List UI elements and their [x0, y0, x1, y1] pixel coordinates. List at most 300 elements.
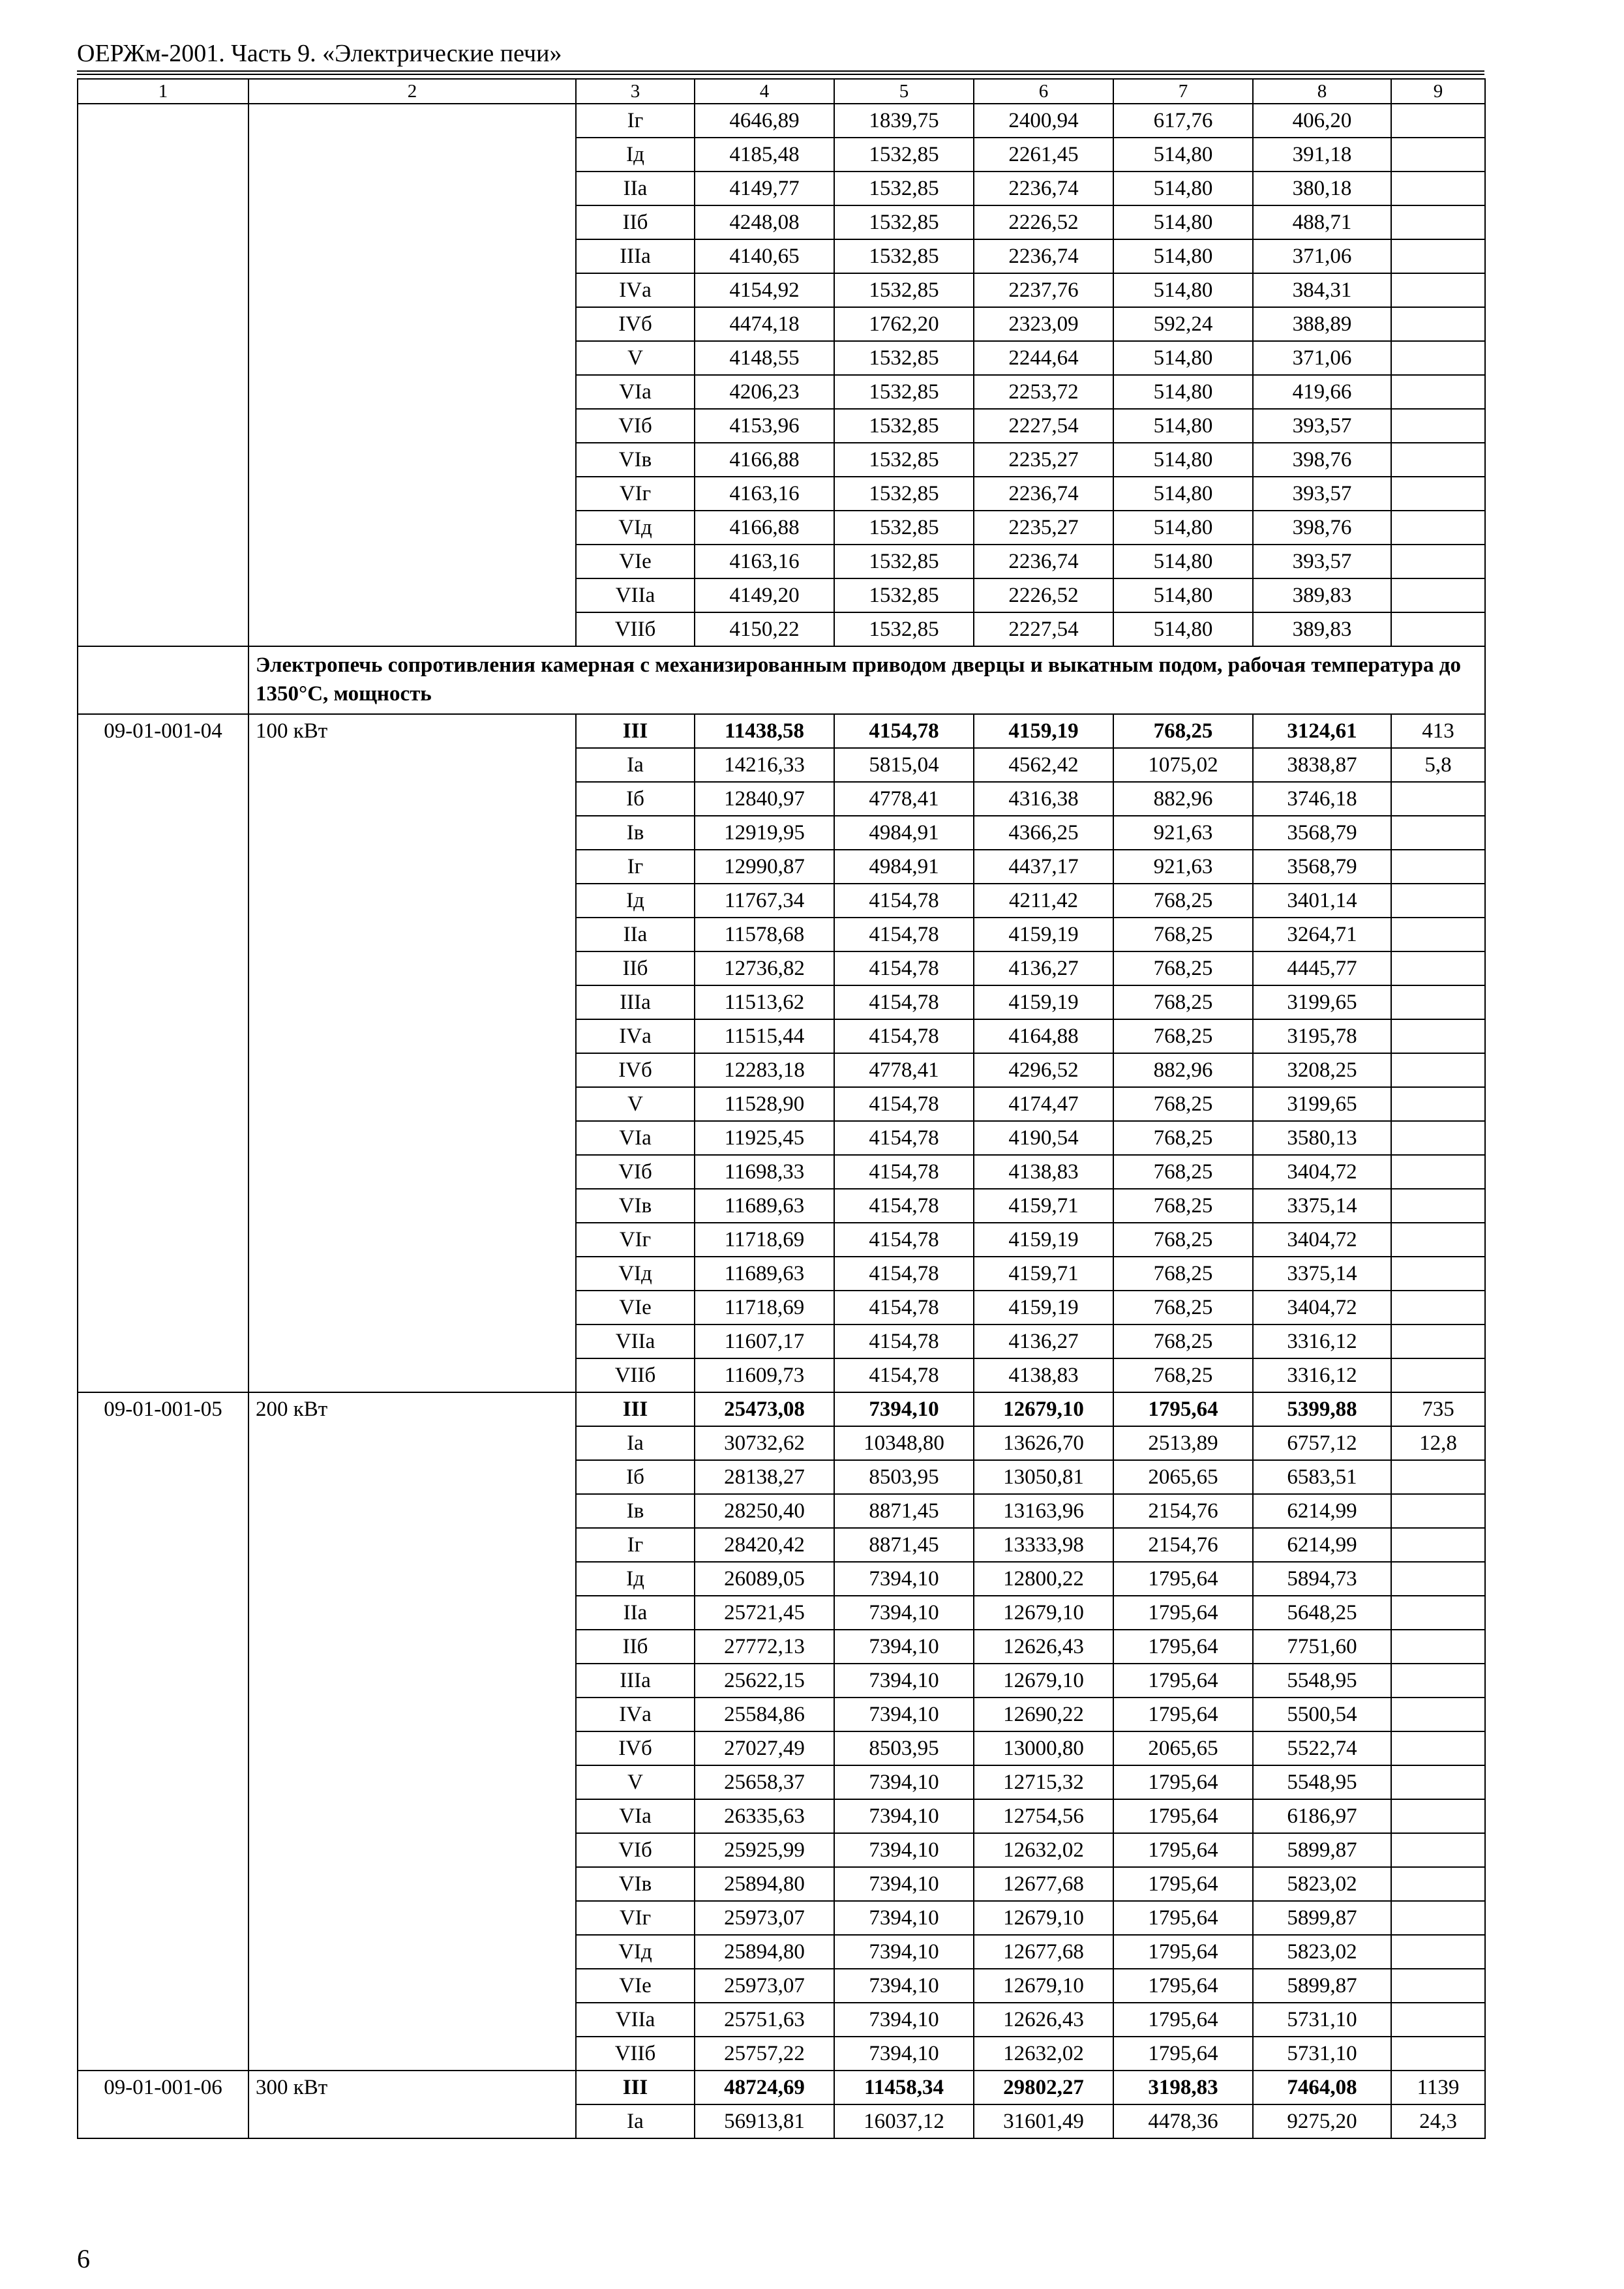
- value-cell: 3838,87: [1253, 748, 1391, 782]
- value-cell: 921,63: [1113, 816, 1253, 850]
- value-cell: 3746,18: [1253, 782, 1391, 816]
- value-cell: 30732,62: [695, 1426, 834, 1460]
- value-cell: 2236,74: [974, 239, 1113, 273]
- value-cell: 1532,85: [834, 409, 974, 443]
- extra-cell: [1391, 2003, 1485, 2037]
- column-number: 1: [78, 79, 248, 104]
- value-cell: 4154,78: [834, 1189, 974, 1223]
- value-cell: 514,80: [1113, 477, 1253, 511]
- zone-cell: VIе: [576, 545, 695, 578]
- value-cell: 25622,15: [695, 1664, 834, 1698]
- value-cell: 4164,88: [974, 1019, 1113, 1053]
- value-cell: 25925,99: [695, 1833, 834, 1867]
- header-rule: [77, 70, 1484, 72]
- extra-cell: [1391, 612, 1485, 646]
- value-cell: 5899,87: [1253, 1901, 1391, 1935]
- value-cell: 6583,51: [1253, 1460, 1391, 1494]
- value-cell: 4474,18: [695, 307, 834, 341]
- value-cell: 2253,72: [974, 375, 1113, 409]
- extra-cell: [1391, 545, 1485, 578]
- row-name: 100 кВт: [248, 714, 576, 1392]
- zone-cell: V: [576, 1087, 695, 1121]
- zone-cell: III: [576, 714, 695, 748]
- table-body: [78, 79, 1485, 2138]
- value-cell: 768,25: [1113, 1324, 1253, 1358]
- page-number: 6: [77, 2244, 90, 2273]
- value-cell: 4153,96: [695, 409, 834, 443]
- value-cell: 12679,10: [974, 1969, 1113, 2003]
- value-cell: 12679,10: [974, 1596, 1113, 1630]
- value-cell: 4138,83: [974, 1155, 1113, 1189]
- value-cell: 514,80: [1113, 375, 1253, 409]
- extra-cell: [1391, 104, 1485, 138]
- zone-cell: Iб: [576, 1460, 695, 1494]
- value-cell: 2261,45: [974, 138, 1113, 172]
- extra-cell: [1391, 918, 1485, 951]
- column-number: 5: [834, 79, 974, 104]
- value-cell: 9275,20: [1253, 2104, 1391, 2138]
- value-cell: 4140,65: [695, 239, 834, 273]
- extra-cell: [1391, 239, 1485, 273]
- value-cell: 4166,88: [695, 511, 834, 545]
- extra-cell: 1139: [1391, 2071, 1485, 2104]
- extra-cell: [1391, 1121, 1485, 1155]
- value-cell: 12736,82: [695, 951, 834, 985]
- value-cell: 4248,08: [695, 205, 834, 239]
- value-cell: 1532,85: [834, 172, 974, 205]
- value-cell: 7394,10: [834, 1765, 974, 1799]
- value-cell: 768,25: [1113, 1121, 1253, 1155]
- value-cell: 7394,10: [834, 1562, 974, 1596]
- value-cell: 4159,71: [974, 1257, 1113, 1291]
- extra-cell: [1391, 443, 1485, 477]
- extra-cell: [1391, 1019, 1485, 1053]
- value-cell: 1795,64: [1113, 1765, 1253, 1799]
- extra-cell: [1391, 1087, 1485, 1121]
- value-cell: 768,25: [1113, 1257, 1253, 1291]
- value-cell: 4206,23: [695, 375, 834, 409]
- value-cell: 1795,64: [1113, 1901, 1253, 1935]
- value-cell: 56913,81: [695, 2104, 834, 2138]
- value-cell: 3568,79: [1253, 816, 1391, 850]
- zone-cell: IVа: [576, 1698, 695, 1731]
- value-cell: 11609,73: [695, 1358, 834, 1392]
- value-cell: 12283,18: [695, 1053, 834, 1087]
- value-cell: 3195,78: [1253, 1019, 1391, 1053]
- value-cell: 4154,78: [834, 1019, 974, 1053]
- value-cell: 4149,77: [695, 172, 834, 205]
- value-cell: 7394,10: [834, 1630, 974, 1664]
- value-cell: 514,80: [1113, 443, 1253, 477]
- value-cell: 514,80: [1113, 273, 1253, 307]
- zone-cell: Iг: [576, 104, 695, 138]
- value-cell: 12679,10: [974, 1664, 1113, 1698]
- extra-cell: 24,3: [1391, 2104, 1485, 2138]
- value-cell: 2323,09: [974, 307, 1113, 341]
- value-cell: 2226,52: [974, 205, 1113, 239]
- value-cell: 768,25: [1113, 918, 1253, 951]
- column-number: 6: [974, 79, 1113, 104]
- extra-cell: [1391, 1460, 1485, 1494]
- value-cell: 29802,27: [974, 2071, 1113, 2104]
- value-cell: 514,80: [1113, 205, 1253, 239]
- section-row: [78, 646, 1485, 714]
- value-cell: 4159,71: [974, 1189, 1113, 1223]
- value-cell: 4159,19: [974, 714, 1113, 748]
- value-cell: 514,80: [1113, 545, 1253, 578]
- value-cell: 1532,85: [834, 578, 974, 612]
- value-cell: 12919,95: [695, 816, 834, 850]
- value-cell: 1795,64: [1113, 1833, 1253, 1867]
- value-cell: 11767,34: [695, 884, 834, 918]
- value-cell: 25894,80: [695, 1867, 834, 1901]
- value-cell: 4138,83: [974, 1358, 1113, 1392]
- value-cell: 4154,78: [834, 884, 974, 918]
- zone-cell: VIе: [576, 1291, 695, 1324]
- value-cell: 3375,14: [1253, 1257, 1391, 1291]
- zone-cell: V: [576, 1765, 695, 1799]
- value-cell: 398,76: [1253, 443, 1391, 477]
- value-cell: 7394,10: [834, 2003, 974, 2037]
- value-cell: 2236,74: [974, 477, 1113, 511]
- value-cell: 13333,98: [974, 1528, 1113, 1562]
- value-cell: 4166,88: [695, 443, 834, 477]
- value-cell: 5899,87: [1253, 1833, 1391, 1867]
- value-cell: 25584,86: [695, 1698, 834, 1731]
- value-cell: 4136,27: [974, 951, 1113, 985]
- value-cell: 7394,10: [834, 2037, 974, 2071]
- table-row: [78, 1392, 1485, 1426]
- value-cell: 2154,76: [1113, 1528, 1253, 1562]
- value-cell: 11438,58: [695, 714, 834, 748]
- value-cell: 5648,25: [1253, 1596, 1391, 1630]
- table-row: [78, 2071, 1485, 2104]
- value-cell: 5823,02: [1253, 1867, 1391, 1901]
- value-cell: 514,80: [1113, 239, 1253, 273]
- value-cell: 384,31: [1253, 273, 1391, 307]
- value-cell: 5815,04: [834, 748, 974, 782]
- extra-cell: [1391, 1799, 1485, 1833]
- extra-cell: [1391, 1867, 1485, 1901]
- value-cell: 25757,22: [695, 2037, 834, 2071]
- value-cell: 13626,70: [974, 1426, 1113, 1460]
- row-code: [78, 104, 248, 646]
- zone-cell: VIг: [576, 1223, 695, 1257]
- value-cell: 12690,22: [974, 1698, 1113, 1731]
- value-cell: 11718,69: [695, 1223, 834, 1257]
- value-cell: 371,06: [1253, 341, 1391, 375]
- extra-cell: 735: [1391, 1392, 1485, 1426]
- value-cell: 419,66: [1253, 375, 1391, 409]
- value-cell: 13050,81: [974, 1460, 1113, 1494]
- value-cell: 14216,33: [695, 748, 834, 782]
- extra-cell: [1391, 1935, 1485, 1969]
- value-cell: 4154,78: [834, 1121, 974, 1155]
- value-cell: 1532,85: [834, 138, 974, 172]
- value-cell: 380,18: [1253, 172, 1391, 205]
- extra-cell: [1391, 1969, 1485, 2003]
- value-cell: 8871,45: [834, 1528, 974, 1562]
- value-cell: 4136,27: [974, 1324, 1113, 1358]
- value-cell: 514,80: [1113, 409, 1253, 443]
- row-name: 200 кВт: [248, 1392, 576, 2071]
- value-cell: 12677,68: [974, 1867, 1113, 1901]
- extra-cell: [1391, 1664, 1485, 1698]
- extra-cell: [1391, 1155, 1485, 1189]
- table-row: [78, 104, 1485, 138]
- value-cell: 1839,75: [834, 104, 974, 138]
- value-cell: 4154,78: [834, 1257, 974, 1291]
- extra-cell: [1391, 1189, 1485, 1223]
- value-cell: 1795,64: [1113, 2003, 1253, 2037]
- value-cell: 3264,71: [1253, 918, 1391, 951]
- value-cell: 391,18: [1253, 138, 1391, 172]
- value-cell: 12715,32: [974, 1765, 1113, 1799]
- value-cell: 7394,10: [834, 1833, 974, 1867]
- value-cell: 2154,76: [1113, 1494, 1253, 1528]
- value-cell: 406,20: [1253, 104, 1391, 138]
- value-cell: 1795,64: [1113, 1630, 1253, 1664]
- value-cell: 4437,17: [974, 850, 1113, 884]
- value-cell: 4174,47: [974, 1087, 1113, 1121]
- extra-cell: [1391, 1765, 1485, 1799]
- value-cell: 25721,45: [695, 1596, 834, 1630]
- value-cell: 768,25: [1113, 1155, 1253, 1189]
- value-cell: 4159,19: [974, 985, 1113, 1019]
- zone-cell: Iг: [576, 850, 695, 884]
- zone-cell: IIIа: [576, 1664, 695, 1698]
- extra-cell: 12,8: [1391, 1426, 1485, 1460]
- value-cell: 4778,41: [834, 782, 974, 816]
- value-cell: 11698,33: [695, 1155, 834, 1189]
- value-cell: 1075,02: [1113, 748, 1253, 782]
- value-cell: 11689,63: [695, 1189, 834, 1223]
- zone-cell: VIг: [576, 477, 695, 511]
- value-cell: 1795,64: [1113, 1799, 1253, 1833]
- value-cell: 1532,85: [834, 511, 974, 545]
- row-code: 09-01-001-06: [78, 2071, 248, 2138]
- zone-cell: VIа: [576, 1121, 695, 1155]
- zone-cell: IIIа: [576, 985, 695, 1019]
- value-cell: 6214,99: [1253, 1494, 1391, 1528]
- value-cell: 5731,10: [1253, 2037, 1391, 2071]
- value-cell: 2513,89: [1113, 1426, 1253, 1460]
- header-rule: [77, 74, 1484, 75]
- extra-cell: [1391, 375, 1485, 409]
- value-cell: 882,96: [1113, 1053, 1253, 1087]
- value-cell: 617,76: [1113, 104, 1253, 138]
- value-cell: 28420,42: [695, 1528, 834, 1562]
- value-cell: 11718,69: [695, 1291, 834, 1324]
- value-cell: 4366,25: [974, 816, 1113, 850]
- value-cell: 5731,10: [1253, 2003, 1391, 2037]
- value-cell: 4190,54: [974, 1121, 1113, 1155]
- value-cell: 371,06: [1253, 239, 1391, 273]
- zone-cell: VIв: [576, 1189, 695, 1223]
- value-cell: 12632,02: [974, 1833, 1113, 1867]
- value-cell: 4316,38: [974, 782, 1113, 816]
- zone-cell: V: [576, 341, 695, 375]
- value-cell: 12679,10: [974, 1901, 1113, 1935]
- zone-cell: Iв: [576, 816, 695, 850]
- value-cell: 11925,45: [695, 1121, 834, 1155]
- value-cell: 2237,76: [974, 273, 1113, 307]
- value-cell: 4154,78: [834, 951, 974, 985]
- zone-cell: Iв: [576, 1494, 695, 1528]
- value-cell: 768,25: [1113, 1358, 1253, 1392]
- value-cell: 48724,69: [695, 2071, 834, 2104]
- value-cell: 1532,85: [834, 205, 974, 239]
- value-cell: 2226,52: [974, 578, 1113, 612]
- zone-cell: Iг: [576, 1528, 695, 1562]
- extra-cell: [1391, 985, 1485, 1019]
- value-cell: 5548,95: [1253, 1765, 1391, 1799]
- value-cell: 3568,79: [1253, 850, 1391, 884]
- value-cell: 11458,34: [834, 2071, 974, 2104]
- value-cell: 488,71: [1253, 205, 1391, 239]
- zone-cell: Iд: [576, 138, 695, 172]
- extra-cell: [1391, 1324, 1485, 1358]
- value-cell: 28250,40: [695, 1494, 834, 1528]
- value-cell: 3375,14: [1253, 1189, 1391, 1223]
- zone-cell: III: [576, 1392, 695, 1426]
- zone-cell: VIе: [576, 1969, 695, 2003]
- value-cell: 4154,78: [834, 985, 974, 1019]
- value-cell: 5894,73: [1253, 1562, 1391, 1596]
- value-cell: 5899,87: [1253, 1969, 1391, 2003]
- value-cell: 28138,27: [695, 1460, 834, 1494]
- page-header-title: ОЕРЖм-2001. Часть 9. «Электрические печи»: [77, 40, 562, 67]
- zone-cell: IVб: [576, 307, 695, 341]
- value-cell: 5500,54: [1253, 1698, 1391, 1731]
- value-cell: 514,80: [1113, 578, 1253, 612]
- extra-cell: [1391, 1494, 1485, 1528]
- value-cell: 2065,65: [1113, 1460, 1253, 1494]
- value-cell: 3404,72: [1253, 1291, 1391, 1324]
- extra-cell: [1391, 1630, 1485, 1664]
- extra-cell: [1391, 1562, 1485, 1596]
- column-number: 3: [576, 79, 695, 104]
- value-cell: 4154,78: [834, 918, 974, 951]
- zone-cell: IVб: [576, 1053, 695, 1087]
- value-cell: 3580,13: [1253, 1121, 1391, 1155]
- value-cell: 1795,64: [1113, 1867, 1253, 1901]
- value-cell: 1795,64: [1113, 1969, 1253, 2003]
- value-cell: 3199,65: [1253, 1087, 1391, 1121]
- value-cell: 4163,16: [695, 545, 834, 578]
- value-cell: 1795,64: [1113, 1596, 1253, 1630]
- value-cell: 1795,64: [1113, 1562, 1253, 1596]
- value-cell: 768,25: [1113, 985, 1253, 1019]
- value-cell: 25658,37: [695, 1765, 834, 1799]
- zone-cell: IIIа: [576, 239, 695, 273]
- value-cell: 1532,85: [834, 239, 974, 273]
- value-cell: 514,80: [1113, 172, 1253, 205]
- value-cell: 1795,64: [1113, 1935, 1253, 1969]
- value-cell: 393,57: [1253, 477, 1391, 511]
- value-cell: 11528,90: [695, 1087, 834, 1121]
- value-cell: 25473,08: [695, 1392, 834, 1426]
- value-cell: 2227,54: [974, 612, 1113, 646]
- value-cell: 25973,07: [695, 1901, 834, 1935]
- value-cell: 4154,78: [834, 1358, 974, 1392]
- value-cell: 7394,10: [834, 1596, 974, 1630]
- value-cell: 3404,72: [1253, 1155, 1391, 1189]
- value-cell: 1532,85: [834, 443, 974, 477]
- extra-cell: [1391, 1528, 1485, 1562]
- value-cell: 2236,74: [974, 545, 1113, 578]
- value-cell: 31601,49: [974, 2104, 1113, 2138]
- value-cell: 1532,85: [834, 341, 974, 375]
- value-cell: 3208,25: [1253, 1053, 1391, 1087]
- zone-cell: VIIа: [576, 1324, 695, 1358]
- extra-cell: [1391, 850, 1485, 884]
- value-cell: 5823,02: [1253, 1935, 1391, 1969]
- value-cell: 27027,49: [695, 1731, 834, 1765]
- extra-cell: [1391, 172, 1485, 205]
- zone-cell: VIIа: [576, 578, 695, 612]
- value-cell: 7394,10: [834, 1969, 974, 2003]
- value-cell: 13163,96: [974, 1494, 1113, 1528]
- extra-cell: [1391, 1833, 1485, 1867]
- value-cell: 4159,19: [974, 1223, 1113, 1257]
- value-cell: 12632,02: [974, 2037, 1113, 2071]
- value-cell: 3124,61: [1253, 714, 1391, 748]
- extra-cell: [1391, 1358, 1485, 1392]
- column-number: 9: [1391, 79, 1485, 104]
- value-cell: 3316,12: [1253, 1358, 1391, 1392]
- value-cell: 4148,55: [695, 341, 834, 375]
- zone-cell: VIб: [576, 1155, 695, 1189]
- extra-cell: [1391, 1901, 1485, 1935]
- value-cell: 7394,10: [834, 1935, 974, 1969]
- value-cell: 882,96: [1113, 782, 1253, 816]
- section-title: Электропечь сопротивления камерная с механизированным приводом дверцы и выкатным подом, рабочая температура до 1350°С, мощность: [248, 646, 1485, 714]
- value-cell: 1532,85: [834, 545, 974, 578]
- value-cell: 2235,27: [974, 511, 1113, 545]
- zone-cell: VIв: [576, 1867, 695, 1901]
- section-blank-cell: [78, 646, 248, 714]
- value-cell: 11515,44: [695, 1019, 834, 1053]
- value-cell: 388,89: [1253, 307, 1391, 341]
- zone-cell: VIа: [576, 1799, 695, 1833]
- extra-cell: [1391, 409, 1485, 443]
- extra-cell: [1391, 511, 1485, 545]
- value-cell: 6186,97: [1253, 1799, 1391, 1833]
- value-cell: 11578,68: [695, 918, 834, 951]
- extra-cell: [1391, 578, 1485, 612]
- value-cell: 4154,78: [834, 1223, 974, 1257]
- value-cell: 4478,36: [1113, 2104, 1253, 2138]
- value-cell: 1795,64: [1113, 1392, 1253, 1426]
- value-cell: 2400,94: [974, 104, 1113, 138]
- value-cell: 1532,85: [834, 273, 974, 307]
- value-cell: 921,63: [1113, 850, 1253, 884]
- zone-cell: VIа: [576, 375, 695, 409]
- value-cell: 7394,10: [834, 1664, 974, 1698]
- value-cell: 768,25: [1113, 1087, 1253, 1121]
- value-cell: 8871,45: [834, 1494, 974, 1528]
- value-cell: 2065,65: [1113, 1731, 1253, 1765]
- value-cell: 12626,43: [974, 1630, 1113, 1664]
- value-cell: 2244,64: [974, 341, 1113, 375]
- extra-cell: [1391, 1731, 1485, 1765]
- value-cell: 7394,10: [834, 1867, 974, 1901]
- extra-cell: [1391, 341, 1485, 375]
- column-number: 8: [1253, 79, 1391, 104]
- zone-cell: Iд: [576, 1562, 695, 1596]
- value-cell: 11513,62: [695, 985, 834, 1019]
